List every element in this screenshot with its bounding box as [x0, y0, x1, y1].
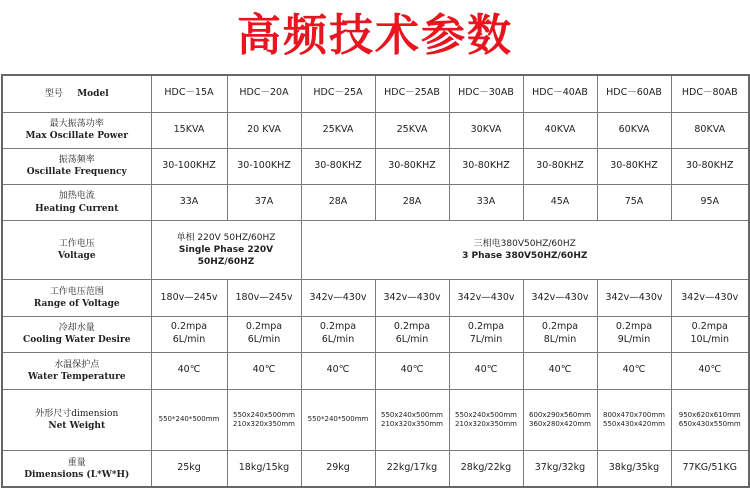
power-label-cn: 最大振荡功率 [49, 119, 104, 130]
water-temp-cell: 40℃ [375, 352, 449, 389]
dimension-cell [597, 389, 671, 450]
cooling-flow: 10L/min [690, 334, 729, 346]
weight-label-cn: 重量 [67, 457, 86, 468]
current-cell: 33A [449, 185, 523, 221]
voltage-range-row [2, 280, 749, 316]
dimension-line2: 360x280x420mm [528, 420, 591, 429]
voltage-range-label-cn: 工作电压范围 [49, 286, 104, 297]
cooling-pressure: 0.2mpa [541, 321, 579, 333]
frequency-label [2, 148, 151, 184]
dimension-cell [151, 389, 227, 450]
dimension-line2: 550x430x420mm [602, 420, 665, 429]
cooling-flow: 6L/min [321, 334, 355, 346]
cooling-flow: 6L/min [395, 334, 429, 346]
voltage-range-cell: 342v—430v [375, 280, 449, 316]
voltage-label [2, 221, 151, 280]
water-temp-label-en: Water Temperature [27, 371, 126, 382]
cooling-pressure: 0.2mpa [691, 321, 728, 333]
water-temp-row [2, 352, 749, 389]
dimension-cell [301, 389, 375, 450]
spec-table [1, 74, 750, 488]
cooling-pressure: 0.2mpa [319, 321, 357, 333]
cooling-cell [671, 316, 749, 352]
cooling-flow: 9L/min [617, 334, 651, 346]
dimension-line1: 550*240*500mm [158, 415, 220, 424]
water-temp-cell: 40℃ [597, 352, 671, 389]
dimension-cell [449, 389, 523, 450]
current-cell: 28A [375, 185, 449, 221]
dimension-line1: 600x290x560mm [528, 410, 591, 419]
weight-cell: 37kg/32kg [523, 451, 597, 487]
model-label [2, 75, 151, 112]
frequency-row [2, 148, 749, 184]
dimension-label-cn: 外形尺寸dimension [35, 408, 119, 419]
model-cell: HDC－25AB [375, 75, 449, 112]
power-cell: 60KVA [597, 112, 671, 148]
voltage-range-cell: 342v—430v [449, 280, 523, 316]
dimension-line1: 800x470x700mm [602, 410, 665, 419]
frequency-cell: 30-100KHZ [227, 148, 301, 184]
dimension-label [2, 389, 151, 450]
weight-cell: 22kg/17kg [375, 451, 449, 487]
water-temp-label-cn: 水温保护点 [54, 359, 100, 370]
cooling-cell [375, 316, 449, 352]
weight-cell: 18kg/15kg [227, 451, 301, 487]
voltage-single-phase-cell [151, 221, 301, 280]
cooling-pressure: 0.2mpa [170, 321, 208, 333]
voltage-range-label [2, 280, 151, 316]
current-label-cn: 加热电流 [58, 191, 95, 202]
frequency-cell: 30-80KHZ [449, 148, 523, 184]
dimension-label-en: Net Weight [48, 421, 106, 432]
weight-label [2, 451, 151, 487]
power-cell: 25KVA [301, 112, 375, 148]
frequency-cell: 30-80KHZ [671, 148, 749, 184]
voltage-label-cn: 工作电压 [58, 239, 95, 250]
weight-row [2, 451, 749, 487]
power-cell: 40KVA [523, 112, 597, 148]
cooling-flow: 6L/min [172, 334, 206, 346]
cooling-pressure: 0.2mpa [393, 321, 431, 333]
voltage-three-phase-cell [301, 221, 749, 280]
dimension-line1: 950x620x610mm [678, 410, 741, 419]
model-cell: HDC－20A [227, 75, 301, 112]
cooling-row [2, 316, 749, 352]
cooling-cell [227, 316, 301, 352]
cooling-cell [151, 316, 227, 352]
dimension-line1: 550x240x500mm [454, 410, 517, 419]
dimension-line2: 650x430x550mm [678, 420, 741, 429]
weight-cell: 38kg/35kg [597, 451, 671, 487]
frequency-cell: 30-80KHZ [597, 148, 671, 184]
dimension-line2: 210x320x350mm [454, 420, 517, 429]
current-cell: 75A [597, 185, 671, 221]
current-label [2, 185, 151, 221]
cooling-flow: 7L/min [469, 334, 503, 346]
power-label-en: Max Oscillate Power [25, 131, 129, 142]
frequency-cell: 30-80KHZ [375, 148, 449, 184]
water-temp-cell: 40℃ [449, 352, 523, 389]
cooling-pressure: 0.2mpa [615, 321, 653, 333]
cooling-flow: 8L/min [543, 334, 577, 346]
current-cell: 28A [301, 185, 375, 221]
dimension-line2: 210x320x350mm [380, 420, 443, 429]
water-temp-cell: 40℃ [151, 352, 227, 389]
power-cell: 25KVA [375, 112, 449, 148]
water-temp-cell: 40℃ [227, 352, 301, 389]
weight-cell: 77KG/51KG [671, 451, 749, 487]
model-cell: HDC－30AB [449, 75, 523, 112]
power-cell: 80KVA [671, 112, 749, 148]
frequency-cell: 30-80KHZ [523, 148, 597, 184]
voltage-range-cell: 342v—430v [671, 280, 749, 316]
voltage-range-cell: 342v—430v [301, 280, 375, 316]
frequency-label-cn: 振荡频率 [58, 155, 95, 166]
voltage-row [2, 221, 749, 280]
model-cell: HDC－40AB [523, 75, 597, 112]
voltage-single-en: Single Phase 220V 50HZ/60HZ [178, 245, 274, 268]
water-temp-cell: 40℃ [523, 352, 597, 389]
model-label-cn: 型号 [44, 88, 63, 99]
dimension-line1: 550x240x500mm [380, 410, 443, 419]
dimension-cell [671, 389, 749, 450]
frequency-cell: 30-100KHZ [151, 148, 227, 184]
cooling-flow: 6L/min [247, 334, 281, 346]
voltage-range-label-en: Range of Voltage [33, 299, 120, 310]
model-cell: HDC－60AB [597, 75, 671, 112]
cooling-label [2, 316, 151, 352]
dimension-row [2, 389, 749, 450]
voltage-three-en: 3 Phase 380V50HZ/60HZ [462, 251, 588, 262]
frequency-label-en: Oscillate Frequency [26, 167, 127, 178]
weight-cell: 29kg [301, 451, 375, 487]
current-cell: 33A [151, 185, 227, 221]
power-cell: 20 KVA [227, 112, 301, 148]
cooling-label-cn: 冷却水量 [58, 323, 95, 334]
power-cell: 15KVA [151, 112, 227, 148]
weight-cell: 25kg [151, 451, 227, 487]
voltage-label-en: Voltage [57, 251, 96, 262]
cooling-cell [523, 316, 597, 352]
model-cell: HDC－15A [151, 75, 227, 112]
current-cell: 37A [227, 185, 301, 221]
frequency-cell: 30-80KHZ [301, 148, 375, 184]
dimension-cell [375, 389, 449, 450]
dimension-cell [523, 389, 597, 450]
cooling-pressure: 0.2mpa [467, 321, 505, 333]
current-label-en: Heating Current [35, 203, 119, 214]
model-cell: HDC－80AB [671, 75, 749, 112]
model-row [2, 75, 749, 112]
current-cell: 95A [671, 185, 749, 221]
power-row [2, 112, 749, 148]
current-row [2, 185, 749, 221]
model-label-en: Model [77, 88, 109, 99]
cooling-label-en: Cooling Water Desire [23, 335, 131, 346]
dimension-line1: 550*240*500mm [307, 415, 369, 424]
page-title: 高频技术参数 [237, 10, 513, 61]
water-temp-cell: 40℃ [671, 352, 749, 389]
cooling-pressure: 0.2mpa [245, 321, 283, 333]
dimension-line1: 550x240x500mm [232, 410, 295, 419]
cooling-cell [449, 316, 523, 352]
voltage-range-cell: 180v—245v [151, 280, 227, 316]
power-cell: 30KVA [449, 112, 523, 148]
voltage-single-cn: 单相 220V 50HZ/60HZ [176, 233, 276, 244]
cooling-cell [301, 316, 375, 352]
current-cell: 45A [523, 185, 597, 221]
model-cell: HDC－25A [301, 75, 375, 112]
water-temp-cell: 40℃ [301, 352, 375, 389]
cooling-cell [597, 316, 671, 352]
dimension-cell [227, 389, 301, 450]
weight-cell: 28kg/22kg [449, 451, 523, 487]
power-label [2, 112, 151, 148]
voltage-three-cn: 三相电380V50HZ/60HZ [473, 239, 576, 250]
water-temp-label [2, 352, 151, 389]
dimension-line2: 210x320x350mm [232, 420, 295, 429]
voltage-range-cell: 342v—430v [523, 280, 597, 316]
weight-label-en: Dimensions (L*W*H) [24, 469, 130, 480]
voltage-range-cell: 342v—430v [597, 280, 671, 316]
voltage-range-cell: 180v—245v [227, 280, 301, 316]
